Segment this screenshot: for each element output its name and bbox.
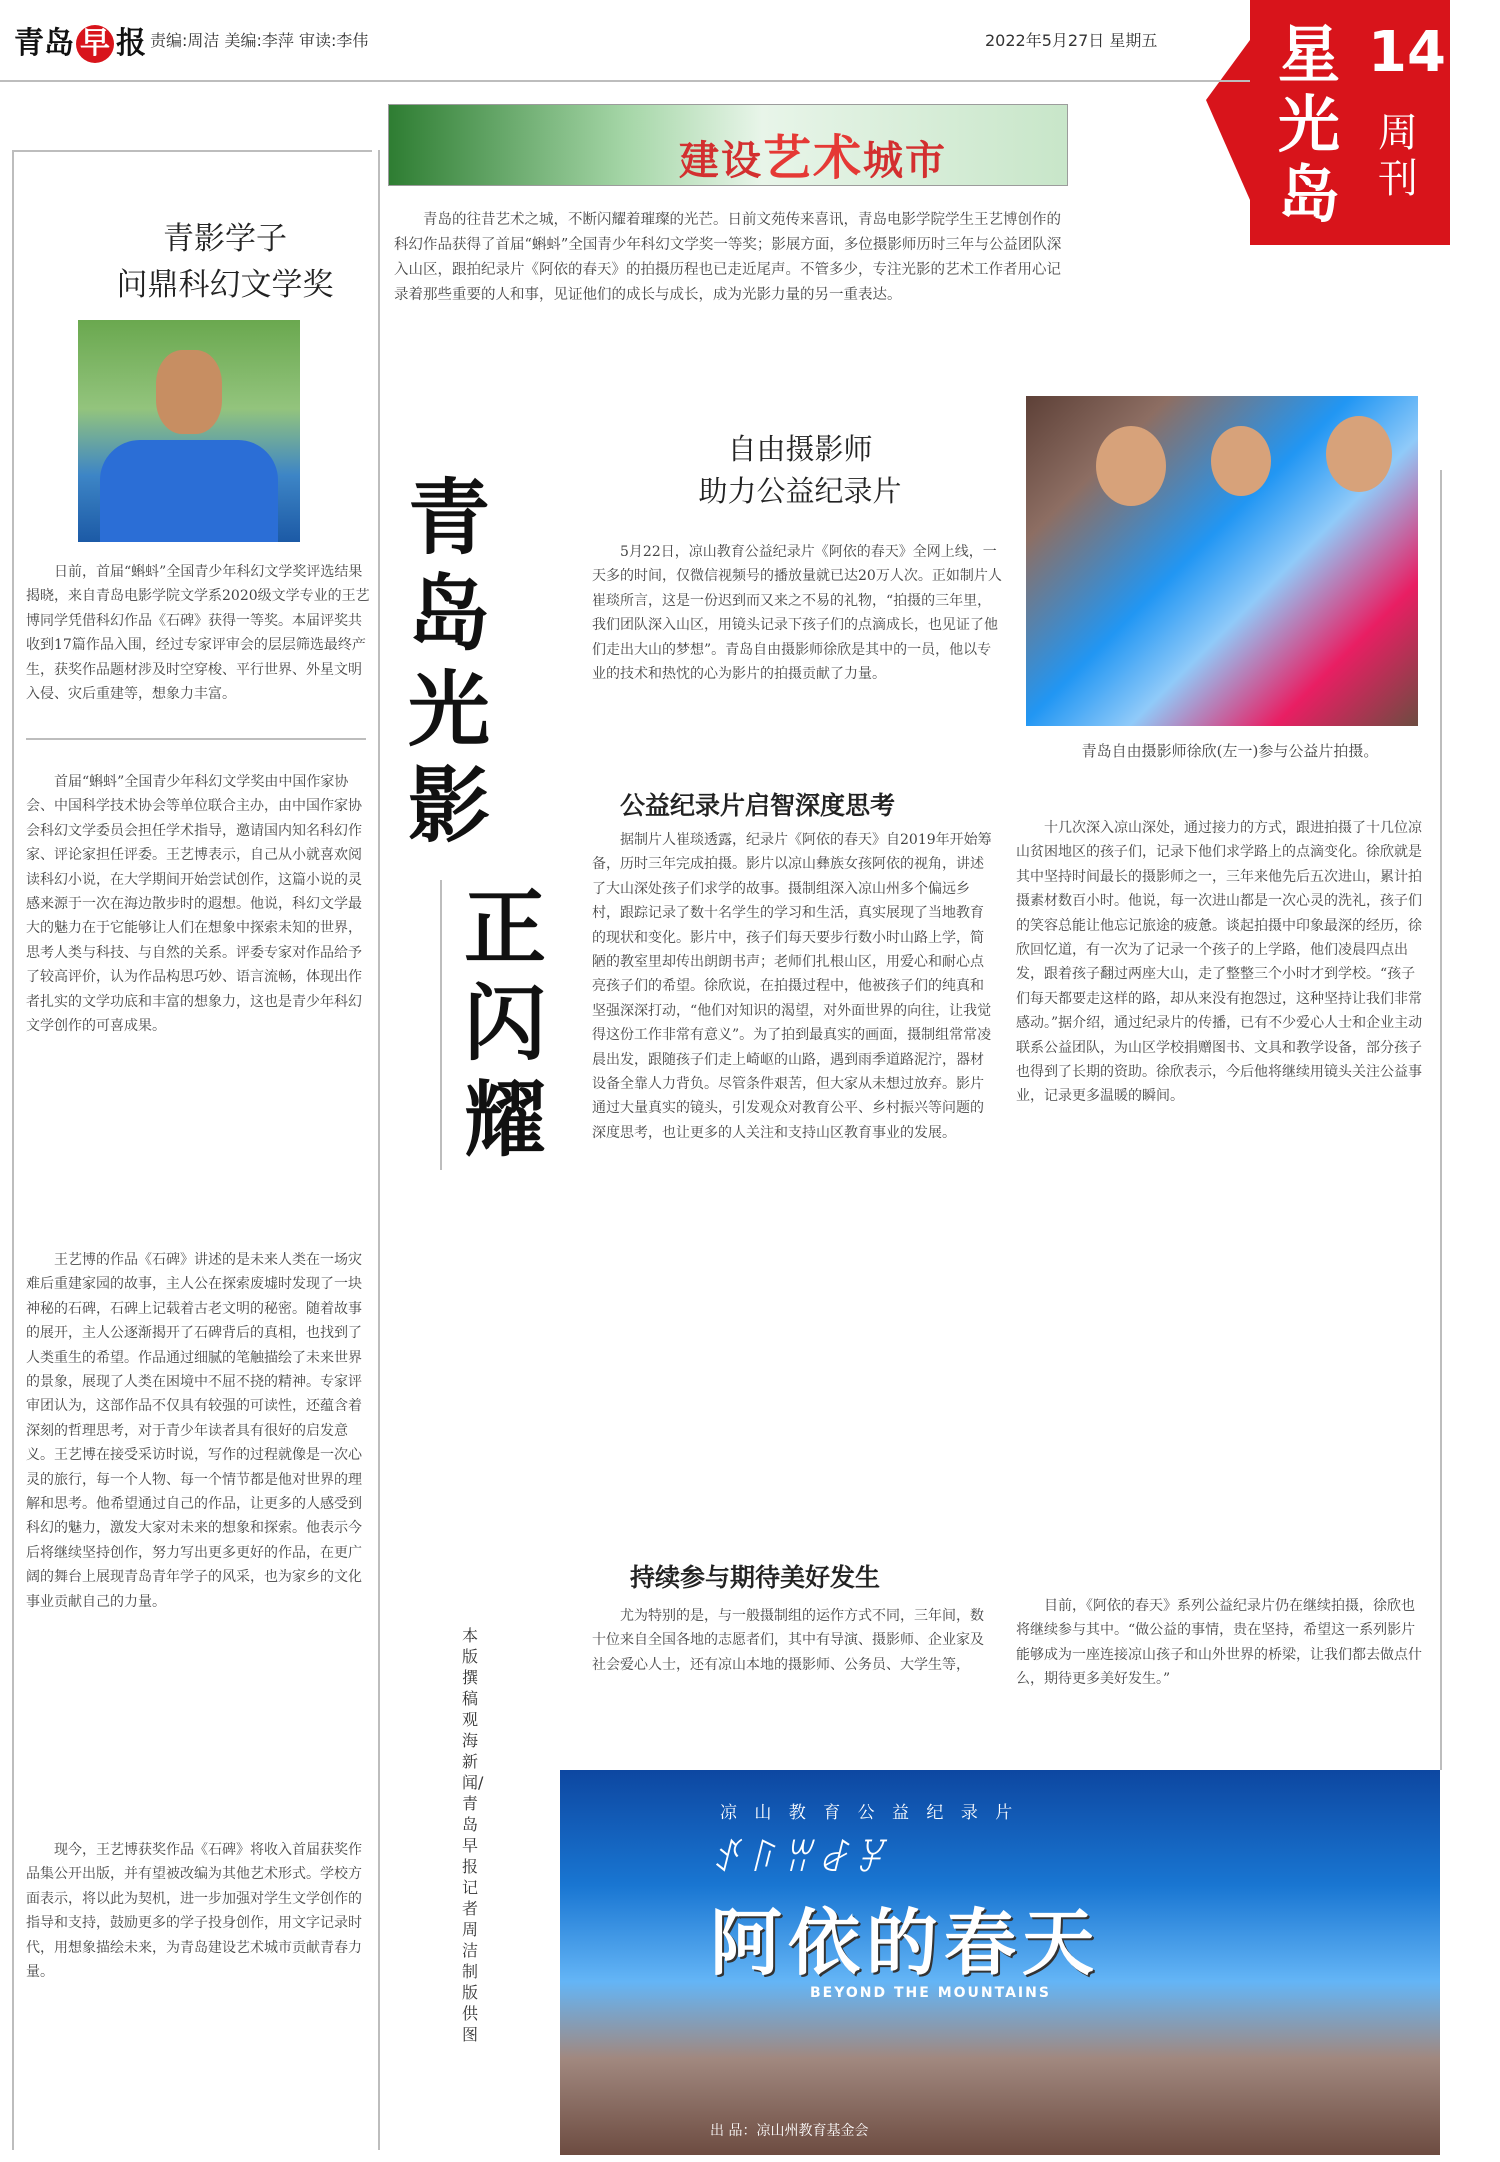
student-photo	[78, 320, 300, 542]
mid-title-line2: 助力公益纪录片	[698, 474, 902, 508]
left-article-title	[60, 216, 390, 308]
mid-title-line1: 自由摄影师	[727, 432, 873, 466]
title-accent-rule	[440, 880, 442, 1170]
photo-figure-face	[156, 350, 222, 434]
subheading-2: 持续参与期待美好发生	[630, 1563, 881, 1592]
page-credit: 本版撰稿 观海新闻/青岛早报记者 周洁 制版供图	[462, 1626, 484, 2044]
photo-person-2	[1211, 426, 1271, 496]
mid-column-2: 十几次深入凉山深处，通过接力的方式，跟进拍摄了十几位凉山贫困地区的孩子们，记录下他们求学路上的点滴变化。徐欣就是其中坚持时间最长的摄影师之一，三年来他先后五次进山，累计拍摄素材数百小时。他说，每一次进山都是一次心灵的洗礼，孩子们的笑容总能让他忘记旅途的疲惫。谈起拍摄中印象最深的经历，徐欣回忆道，有一次为了记录一个孩子的上学路，他们凌晨四点出发，跟着孩子翻过两座大山，走了整整三个小时才到学校。“孩子们每天都要走这样的路，却从来没有抱怨过，这种坚持让我们非常感动。”据介绍，通过纪录片的传播，已有不少爱心人士和企业主动联系公益团队，为山区学校捐赠图书、文具和教学设备，部分孩子也得到了长期的资助。徐欣表示，今后他将继续用镜头关注公益事业，记录更多温暖的瞬间。	[1016, 820, 1423, 1105]
photo-person-3	[1326, 416, 1392, 492]
poster-english-title: BEYOND THE MOUNTAINS	[810, 1985, 1051, 2001]
page-number: 14	[1368, 20, 1446, 85]
logo-text-c: 报	[116, 26, 146, 61]
issue-date: 2022年5月27日 星期五	[985, 31, 1158, 50]
left-paragraph-1: 首届“蝌蚪”全国青少年科幻文学奖由中国作家协会、中国科学技术协会等单位联合主办，由中国作家协会科幻文学委员会担任学术指导，邀请国内知名科幻作家、评论家担任评委。王艺博表示，自己从小就喜欢阅读科幻小说，在大学期间开始尝试创作，这篇小说的灵感来源于一次在海边散步时的遐想。他说，科幻文学最大的魅力在于它能够让人们在想象中探索未知的世界，思考人类与科技、与自然的关系。评委专家对作品给予了较高评价，认为作品构思巧妙、语言流畅，体现出作者扎实的文学功底和丰富的想象力，这也是青少年科幻文学创作的可喜成果。	[26, 774, 362, 1035]
photo-caption: 青岛自由摄影师徐欣(左一)参与公益片拍摄。	[1081, 742, 1379, 760]
poster-yi-script: ꀋꑍꀕꆀꐯ	[710, 1839, 891, 1880]
poster-tagline: 凉 山 教 育 公 益 纪 录 片	[720, 1803, 1019, 1823]
left-top-rule	[12, 150, 372, 152]
main-title-part1: 青岛光影	[408, 470, 491, 854]
header-rule	[0, 80, 1250, 82]
banner-title	[679, 119, 947, 188]
mid-article-title	[580, 428, 1020, 512]
intro-paragraph: 青岛的往昔艺术之城，不断闪耀着璀璨的光芒。日前文苑传来喜讯，青岛电影学院学生王艺博创作的科幻作品获得了首届“蝌蚪”全国青少年科幻文学奖一等奖；影展方面，多位摄影师历时三年与公益团队深入山区，跟拍纪录片《阿依的春天》的拍摄历程也已走近尾声。不管多少，专注光影的艺术工作者用心记录着那些重要的人和事，见证他们的成长与成长，成为光影力量的另一重表达。	[394, 212, 1062, 303]
poster-footer: 出 品：凉山州教育基金会	[710, 2123, 869, 2139]
mid-column-1: 据制片人崔琰透露，纪录片《阿依的春天》自2019年开始筹备，历时三年完成拍摄。影片以凉山彝族女孩阿依的视角，讲述了大山深处孩子们求学的故事。摄制组深入凉山州多个偏远乡村，跟踪记录了数十名学生的学习和生活，真实展现了当地教育的现状和变化。影片中，孩子们每天要步行数小时山路上学，简陋的教室里却传出朗朗书声；老师们扎根山区，用爱心和耐心点亮孩子们的希望。徐欣说，在拍摄过程中，他被孩子们的纯真和坚强深深打动，“他们对知识的渴望，对外面世界的向往，让我觉得这份工作非常有意义”。为了拍到最真实的画面，摄制组常常凌晨出发，跟随孩子们走上崎岖的山路，遇到雨季道路泥泞，器材设备全靠人力背负。尽管条件艰苦，但大家从未想过放弃。影片通过大量真实的镜头，引发观众对教育公平、乡村振兴等问题的深度思考，也让更多的人关注和支持山区教育事业的发展。	[592, 832, 992, 1141]
banner-big: 艺术	[763, 130, 864, 186]
photo-figure-shirt	[100, 440, 278, 542]
photographer-photo	[1026, 396, 1418, 726]
left-lead-paragraph: 日前，首届“蝌蚪”全国青少年科幻文学奖评选结果揭晓，来自青岛电影学院文学系2020级文学专业的王艺博同学凭借科幻作品《石碑》获得一等奖。本届评奖共收到17篇作品入围，经过专家评审会的层层筛选最终产生，获奖作品题材涉及时空穿梭、平行世界、外星文明入侵、灾后重建等，想象力丰富。	[26, 564, 370, 703]
logo-text-a: 青岛	[14, 26, 74, 61]
section-name: 星光岛	[1278, 18, 1341, 231]
editor-credits: 责编:周洁 美编:李萍 审读:李伟	[150, 31, 369, 50]
left-title-line2: 问鼎科幻文学奖	[116, 267, 334, 303]
section-weekly: 周刊	[1378, 110, 1418, 202]
banner-image	[388, 104, 1068, 186]
right-frame-rule	[1440, 470, 1442, 1770]
badge-flag-shape	[1206, 40, 1250, 200]
subheading-1: 公益纪录片启智深度思考	[620, 791, 896, 820]
mid-lead-paragraph: 5月22日，凉山教育公益纪录片《阿依的春天》全网上线，一天多的时间，仅微信视频号的播放量就已达20万人次。正如制片人崔琰所言，这是一份迟到而又来之不易的礼物，“拍摄的三年里，我们团队深入山区，用镜头记录下孩子们的点滴成长，也见证了他们走出大山的梦想”。青岛自由摄影师徐欣是其中的一员，他以专业的技术和热忱的心为影片的拍摄贡献了力量。	[592, 544, 1002, 683]
mid-column-1-continued: 尤为特别的是，与一般摄制组的运作方式不同，三年间，数十位来自全国各地的志愿者们，其中有导演、摄影师、企业家及社会爱心人士，还有凉山本地的摄影师、公务员、大学生等，	[592, 1608, 984, 1673]
logo-text-b: 早	[76, 25, 114, 63]
left-frame-rule	[12, 150, 14, 2150]
left-title-line1: 青影学子	[163, 221, 287, 257]
film-poster	[560, 1770, 1440, 2155]
newspaper-logo	[14, 18, 146, 63]
left-paragraph-3: 现今，王艺博获奖作品《石碑》将收入首届获奖作品集公开出版，并有望被改编为其他艺术形式。学校方面表示，将以此为契机，进一步加强对学生文学创作的指导和支持，鼓励更多的学子投身创作，用文字记录时代，用想象描绘未来，为青岛建设艺术城市贡献青春力量。	[26, 1842, 362, 1981]
left-lead-rule	[26, 738, 366, 740]
main-title-part2: 正闪耀	[464, 880, 547, 1168]
section-badge	[1250, 0, 1450, 245]
photo-person-1	[1096, 426, 1166, 506]
banner-pre: 建设	[679, 138, 763, 184]
banner-post: 城市	[863, 138, 948, 184]
mid-column-2-end: 目前，《阿依的春天》系列公益纪录片仍在继续拍摄，徐欣也将继续参与其中。“做公益的事情，贵在坚持，希望这一系列影片能够成为一座连接凉山孩子和山外世界的桥梁，让我们都去做点什么，期待更多美好发生。”	[1016, 1598, 1422, 1688]
poster-title: 阿依的春天	[710, 1901, 1101, 1985]
left-paragraph-2: 王艺博的作品《石碑》讲述的是未来人类在一场灾难后重建家园的故事，主人公在探索废墟时发现了一块神秘的石碑，石碑上记载着古老文明的秘密。随着故事的展开，主人公逐渐揭开了石碑背后的真相，也找到了人类重生的希望。作品通过细腻的笔触描绘了未来世界的景象，展现了人类在困境中不屈不挠的精神。专家评审团认为，这部作品不仅具有较强的可读性，还蕴含着深刻的哲理思考，对于青少年读者具有很好的启发意义。王艺博在接受采访时说，写作的过程就像是一次心灵的旅行，每一个人物、每一个情节都是他对世界的理解和思考。他希望通过自己的作品，让更多的人感受到科幻的魅力，激发大家对未来的想象和探索。他表示今后将继续坚持创作，努力写出更多更好的作品，在更广阔的舞台上展现青岛青年学子的风采，也为家乡的文化事业贡献自己的力量。	[26, 1252, 362, 1610]
left-column-divider	[378, 150, 380, 2150]
